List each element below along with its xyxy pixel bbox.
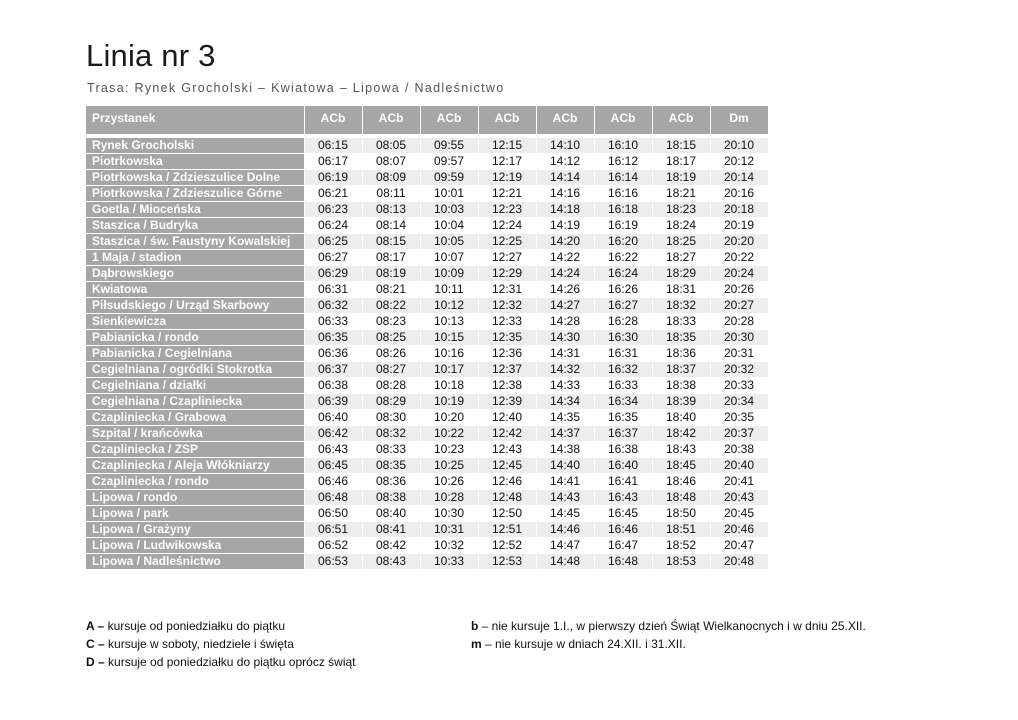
departure-time-cell: 18:37 [652, 362, 710, 378]
departure-time-cell: 06:15 [304, 138, 362, 154]
departure-time-cell: 08:32 [362, 426, 420, 442]
departure-time-cell: 08:40 [362, 506, 420, 522]
departure-time-cell: 10:13 [420, 314, 478, 330]
departure-time-cell: 08:35 [362, 458, 420, 474]
departure-time-cell: 16:24 [594, 266, 652, 282]
legend-item-b: b – nie kursuje 1.I., w pierwszy dzień Świąt Wielkanocnych i w dniu 25.XII. [471, 619, 866, 633]
departure-time-cell: 18:27 [652, 250, 710, 266]
departure-time-cell: 14:22 [536, 250, 594, 266]
departure-time-cell: 12:39 [478, 394, 536, 410]
departure-time-cell: 12:36 [478, 346, 536, 362]
departure-time-cell: 08:17 [362, 250, 420, 266]
departure-time-cell: 09:55 [420, 138, 478, 154]
departure-time-cell: 06:32 [304, 298, 362, 314]
departure-time-cell: 08:13 [362, 202, 420, 218]
departure-time-cell: 06:29 [304, 266, 362, 282]
stop-name-cell: Dąbrowskiego [86, 266, 304, 282]
departure-time-cell: 18:23 [652, 202, 710, 218]
stop-name-cell: Piotrkowska / Zdzieszulice Dolne [86, 170, 304, 186]
departure-time-cell: 10:07 [420, 250, 478, 266]
departure-time-cell: 08:33 [362, 442, 420, 458]
stop-name-cell: Goetla / Mioceńska [86, 202, 304, 218]
departure-time-cell: 14:20 [536, 234, 594, 250]
departure-time-cell: 14:32 [536, 362, 594, 378]
departure-time-cell: 16:46 [594, 522, 652, 538]
departure-time-cell: 08:15 [362, 234, 420, 250]
departure-time-cell: 18:50 [652, 506, 710, 522]
departure-time-cell: 20:43 [710, 490, 768, 506]
departure-time-cell: 18:32 [652, 298, 710, 314]
departure-time-cell: 14:34 [536, 394, 594, 410]
departure-time-cell: 20:40 [710, 458, 768, 474]
departure-time-cell: 08:05 [362, 138, 420, 154]
departure-time-cell: 06:53 [304, 554, 362, 570]
departure-time-cell: 16:20 [594, 234, 652, 250]
departure-time-cell: 06:48 [304, 490, 362, 506]
departure-time-cell: 08:22 [362, 298, 420, 314]
departure-time-cell: 12:50 [478, 506, 536, 522]
departure-time-cell: 16:40 [594, 458, 652, 474]
departure-time-cell: 20:27 [710, 298, 768, 314]
departure-time-cell: 18:19 [652, 170, 710, 186]
header-row [86, 106, 768, 135]
departure-time-cell: 14:37 [536, 426, 594, 442]
departure-time-cell: 16:16 [594, 186, 652, 202]
departure-time-cell: 18:24 [652, 218, 710, 234]
departure-time-cell: 18:36 [652, 346, 710, 362]
departure-time-cell: 14:10 [536, 138, 594, 154]
departure-time-cell: 14:43 [536, 490, 594, 506]
stop-name-cell: Staszica / Budryka [86, 218, 304, 234]
table-row [86, 394, 768, 410]
departure-time-cell: 20:18 [710, 202, 768, 218]
departure-time-cell: 18:35 [652, 330, 710, 346]
departure-time-cell: 10:32 [420, 538, 478, 554]
departure-time-cell: 12:43 [478, 442, 536, 458]
departure-time-cell: 10:05 [420, 234, 478, 250]
departure-time-cell: 18:52 [652, 538, 710, 554]
table-row [86, 170, 768, 186]
departure-time-cell: 20:24 [710, 266, 768, 282]
departure-time-cell: 16:14 [594, 170, 652, 186]
departure-time-cell: 12:17 [478, 154, 536, 170]
course-header: ACb [594, 106, 652, 135]
table-row [86, 218, 768, 234]
departure-time-cell: 06:17 [304, 154, 362, 170]
departure-time-cell: 08:07 [362, 154, 420, 170]
course-header: ACb [478, 106, 536, 135]
departure-time-cell: 06:52 [304, 538, 362, 554]
stop-name-cell: Lipowa / rondo [86, 490, 304, 506]
table-row [86, 330, 768, 346]
table-row [86, 138, 768, 154]
departure-time-cell: 06:50 [304, 506, 362, 522]
departure-time-cell: 14:38 [536, 442, 594, 458]
departure-time-cell: 10:28 [420, 490, 478, 506]
stop-name-cell: Czapliniecka / Grabowa [86, 410, 304, 426]
table-row [86, 154, 768, 170]
departure-time-cell: 06:25 [304, 234, 362, 250]
departure-time-cell: 20:32 [710, 362, 768, 378]
legend-item-c: C – kursuje w soboty, niedziele i święta [86, 637, 294, 651]
departure-time-cell: 12:38 [478, 378, 536, 394]
departure-time-cell: 10:04 [420, 218, 478, 234]
departure-time-cell: 12:25 [478, 234, 536, 250]
timetable [86, 106, 769, 570]
table-row [86, 202, 768, 218]
stop-name-cell: Pabianicka / rondo [86, 330, 304, 346]
departure-time-cell: 10:30 [420, 506, 478, 522]
departure-time-cell: 16:41 [594, 474, 652, 490]
departure-time-cell: 14:26 [536, 282, 594, 298]
departure-time-cell: 18:48 [652, 490, 710, 506]
departure-time-cell: 16:19 [594, 218, 652, 234]
departure-time-cell: 08:28 [362, 378, 420, 394]
departure-time-cell: 06:36 [304, 346, 362, 362]
departure-time-cell: 12:37 [478, 362, 536, 378]
departure-time-cell: 14:12 [536, 154, 594, 170]
departure-time-cell: 14:45 [536, 506, 594, 522]
departure-time-cell: 18:46 [652, 474, 710, 490]
stop-name-cell: Lipowa / Grażyny [86, 522, 304, 538]
departure-time-cell: 06:37 [304, 362, 362, 378]
departure-time-cell: 09:59 [420, 170, 478, 186]
departure-time-cell: 08:43 [362, 554, 420, 570]
departure-time-cell: 08:23 [362, 314, 420, 330]
table-row [86, 282, 768, 298]
departure-time-cell: 06:39 [304, 394, 362, 410]
departure-time-cell: 06:40 [304, 410, 362, 426]
legend-left [86, 617, 356, 671]
course-header: Dm [710, 106, 768, 135]
table-row [86, 186, 768, 202]
departure-time-cell: 18:42 [652, 426, 710, 442]
departure-time-cell: 14:46 [536, 522, 594, 538]
departure-time-cell: 20:38 [710, 442, 768, 458]
departure-time-cell: 12:29 [478, 266, 536, 282]
departure-time-cell: 08:26 [362, 346, 420, 362]
stop-name-cell: Staszica / św. Faustyny Kowalskiej [86, 234, 304, 250]
stop-name-cell: Czapliniecka / Aleja Włókniarzy [86, 458, 304, 474]
departure-time-cell: 12:21 [478, 186, 536, 202]
departure-time-cell: 06:45 [304, 458, 362, 474]
departure-time-cell: 16:10 [594, 138, 652, 154]
departure-time-cell: 08:14 [362, 218, 420, 234]
stop-name-cell: 1 Maja / stadion [86, 250, 304, 266]
table-row [86, 346, 768, 362]
departure-time-cell: 06:21 [304, 186, 362, 202]
departure-time-cell: 06:46 [304, 474, 362, 490]
departure-time-cell: 08:42 [362, 538, 420, 554]
departure-time-cell: 20:20 [710, 234, 768, 250]
stop-name-cell: Sienkiewicza [86, 314, 304, 330]
course-header: ACb [304, 106, 362, 135]
departure-time-cell: 10:20 [420, 410, 478, 426]
table-row [86, 442, 768, 458]
departure-time-cell: 16:18 [594, 202, 652, 218]
stop-name-cell: Szpital / krańcówka [86, 426, 304, 442]
stop-name-cell: Lipowa / Nadleśnictwo [86, 554, 304, 570]
departure-time-cell: 14:14 [536, 170, 594, 186]
departure-time-cell: 10:25 [420, 458, 478, 474]
departure-time-cell: 18:33 [652, 314, 710, 330]
legend-item-m: m – nie kursuje w dniach 24.XII. i 31.XII. [471, 637, 686, 651]
departure-time-cell: 06:38 [304, 378, 362, 394]
departure-time-cell: 10:01 [420, 186, 478, 202]
departure-time-cell: 20:46 [710, 522, 768, 538]
table-row [86, 298, 768, 314]
departure-time-cell: 16:34 [594, 394, 652, 410]
departure-time-cell: 18:39 [652, 394, 710, 410]
departure-time-cell: 18:51 [652, 522, 710, 538]
departure-time-cell: 20:31 [710, 346, 768, 362]
departure-time-cell: 08:38 [362, 490, 420, 506]
departure-time-cell: 08:27 [362, 362, 420, 378]
legend-item-a: A – kursuje od poniedziałku do piątku [86, 619, 286, 633]
departure-time-cell: 20:47 [710, 538, 768, 554]
departure-time-cell: 16:37 [594, 426, 652, 442]
stop-column-header: Przystanek [86, 106, 304, 135]
departure-time-cell: 10:31 [420, 522, 478, 538]
departure-time-cell: 10:33 [420, 554, 478, 570]
departure-time-cell: 12:33 [478, 314, 536, 330]
departure-time-cell: 20:19 [710, 218, 768, 234]
departure-time-cell: 12:42 [478, 426, 536, 442]
table-row [86, 378, 768, 394]
table-row [86, 474, 768, 490]
stop-name-cell: Lipowa / park [86, 506, 304, 522]
departure-time-cell: 16:26 [594, 282, 652, 298]
departure-time-cell: 12:48 [478, 490, 536, 506]
departure-time-cell: 20:34 [710, 394, 768, 410]
departure-time-cell: 10:19 [420, 394, 478, 410]
departure-time-cell: 12:15 [478, 138, 536, 154]
departure-time-cell: 14:28 [536, 314, 594, 330]
departure-time-cell: 16:33 [594, 378, 652, 394]
departure-time-cell: 08:36 [362, 474, 420, 490]
departure-time-cell: 16:47 [594, 538, 652, 554]
departure-time-cell: 08:09 [362, 170, 420, 186]
departure-time-cell: 14:47 [536, 538, 594, 554]
departure-time-cell: 20:45 [710, 506, 768, 522]
departure-time-cell: 12:32 [478, 298, 536, 314]
departure-time-cell: 10:11 [420, 282, 478, 298]
stop-name-cell: Lipowa / Ludwikowska [86, 538, 304, 554]
departure-time-cell: 20:26 [710, 282, 768, 298]
course-header: ACb [362, 106, 420, 135]
departure-time-cell: 18:21 [652, 186, 710, 202]
page-title: Linia nr 3 [86, 38, 216, 73]
departure-time-cell: 06:27 [304, 250, 362, 266]
departure-time-cell: 18:38 [652, 378, 710, 394]
departure-time-cell: 16:27 [594, 298, 652, 314]
departure-time-cell: 14:18 [536, 202, 594, 218]
departure-time-cell: 08:30 [362, 410, 420, 426]
departure-time-cell: 10:12 [420, 298, 478, 314]
departure-time-cell: 20:35 [710, 410, 768, 426]
departure-time-cell: 12:40 [478, 410, 536, 426]
departure-time-cell: 14:35 [536, 410, 594, 426]
departure-time-cell: 06:19 [304, 170, 362, 186]
departure-time-cell: 16:12 [594, 154, 652, 170]
departure-time-cell: 16:32 [594, 362, 652, 378]
departure-time-cell: 20:28 [710, 314, 768, 330]
legend-item-d: D – kursuje od poniedziałku do piątku oprócz świąt [86, 655, 356, 669]
stop-name-cell: Czapliniecka / rondo [86, 474, 304, 490]
departure-time-cell: 10:09 [420, 266, 478, 282]
departure-time-cell: 16:22 [594, 250, 652, 266]
departure-time-cell: 20:16 [710, 186, 768, 202]
route-subtitle: Trasa: Rynek Grocholski – Kwiatowa – Lipowa / Nadleśnictwo [87, 81, 505, 95]
table-row [86, 426, 768, 442]
departure-time-cell: 10:18 [420, 378, 478, 394]
departure-time-cell: 12:52 [478, 538, 536, 554]
departure-time-cell: 12:27 [478, 250, 536, 266]
departure-time-cell: 14:24 [536, 266, 594, 282]
departure-time-cell: 08:41 [362, 522, 420, 538]
departure-time-cell: 18:43 [652, 442, 710, 458]
table-row [86, 538, 768, 554]
departure-time-cell: 20:10 [710, 138, 768, 154]
departure-time-cell: 12:31 [478, 282, 536, 298]
course-header: ACb [652, 106, 710, 135]
departure-time-cell: 12:46 [478, 474, 536, 490]
departure-time-cell: 10:17 [420, 362, 478, 378]
course-header: ACb [536, 106, 594, 135]
departure-time-cell: 06:35 [304, 330, 362, 346]
departure-time-cell: 20:12 [710, 154, 768, 170]
stop-name-cell: Piotrkowska / Zdzieszulice Górne [86, 186, 304, 202]
departure-time-cell: 06:51 [304, 522, 362, 538]
departure-time-cell: 20:37 [710, 426, 768, 442]
departure-time-cell: 16:43 [594, 490, 652, 506]
table-row [86, 234, 768, 250]
departure-time-cell: 14:16 [536, 186, 594, 202]
departure-time-cell: 18:40 [652, 410, 710, 426]
departure-time-cell: 18:17 [652, 154, 710, 170]
departure-time-cell: 08:19 [362, 266, 420, 282]
departure-time-cell: 20:22 [710, 250, 768, 266]
table-row [86, 410, 768, 426]
departure-time-cell: 14:19 [536, 218, 594, 234]
table-row [86, 250, 768, 266]
departure-time-cell: 12:23 [478, 202, 536, 218]
departure-time-cell: 14:48 [536, 554, 594, 570]
table-row [86, 490, 768, 506]
departure-time-cell: 06:42 [304, 426, 362, 442]
departure-time-cell: 12:53 [478, 554, 536, 570]
departure-time-cell: 09:57 [420, 154, 478, 170]
departure-time-cell: 10:23 [420, 442, 478, 458]
table-row [86, 522, 768, 538]
departure-time-cell: 16:45 [594, 506, 652, 522]
departure-time-cell: 14:41 [536, 474, 594, 490]
departure-time-cell: 14:33 [536, 378, 594, 394]
departure-time-cell: 16:48 [594, 554, 652, 570]
departure-time-cell: 12:45 [478, 458, 536, 474]
departure-time-cell: 18:53 [652, 554, 710, 570]
departure-time-cell: 12:35 [478, 330, 536, 346]
departure-time-cell: 20:48 [710, 554, 768, 570]
departure-time-cell: 18:45 [652, 458, 710, 474]
stop-name-cell: Cegielniana / działki [86, 378, 304, 394]
departure-time-cell: 08:11 [362, 186, 420, 202]
timetable-body [86, 135, 768, 570]
departure-time-cell: 20:33 [710, 378, 768, 394]
stop-name-cell: Piotrkowska [86, 154, 304, 170]
departure-time-cell: 10:26 [420, 474, 478, 490]
departure-time-cell: 20:14 [710, 170, 768, 186]
departure-time-cell: 20:41 [710, 474, 768, 490]
stop-name-cell: Cegielniana / ogródki Stokrotka [86, 362, 304, 378]
departure-time-cell: 16:31 [594, 346, 652, 362]
departure-time-cell: 06:31 [304, 282, 362, 298]
departure-time-cell: 06:43 [304, 442, 362, 458]
departure-time-cell: 12:19 [478, 170, 536, 186]
departure-time-cell: 08:29 [362, 394, 420, 410]
table-row [86, 554, 768, 570]
departure-time-cell: 10:22 [420, 426, 478, 442]
departure-time-cell: 14:40 [536, 458, 594, 474]
stop-name-cell: Cegielniana / Czapliniecka [86, 394, 304, 410]
departure-time-cell: 16:28 [594, 314, 652, 330]
departure-time-cell: 10:03 [420, 202, 478, 218]
stop-name-cell: Kwiatowa [86, 282, 304, 298]
table-row [86, 458, 768, 474]
departure-time-cell: 18:25 [652, 234, 710, 250]
departure-time-cell: 10:15 [420, 330, 478, 346]
departure-time-cell: 12:51 [478, 522, 536, 538]
departure-time-cell: 18:31 [652, 282, 710, 298]
departure-time-cell: 08:21 [362, 282, 420, 298]
departure-time-cell: 18:15 [652, 138, 710, 154]
departure-time-cell: 14:27 [536, 298, 594, 314]
stop-name-cell: Rynek Grocholski [86, 138, 304, 154]
departure-time-cell: 14:30 [536, 330, 594, 346]
table-row [86, 266, 768, 282]
departure-time-cell: 16:30 [594, 330, 652, 346]
stop-name-cell: Pabianicka / Cegielniana [86, 346, 304, 362]
departure-time-cell: 12:24 [478, 218, 536, 234]
table-row [86, 362, 768, 378]
departure-time-cell: 14:31 [536, 346, 594, 362]
departure-time-cell: 06:33 [304, 314, 362, 330]
course-header: ACb [420, 106, 478, 135]
departure-time-cell: 08:25 [362, 330, 420, 346]
legend-right [471, 617, 866, 653]
departure-time-cell: 16:35 [594, 410, 652, 426]
stop-name-cell: Piłsudskiego / Urząd Skarbowy [86, 298, 304, 314]
departure-time-cell: 10:16 [420, 346, 478, 362]
departure-time-cell: 20:30 [710, 330, 768, 346]
table-row [86, 506, 768, 522]
departure-time-cell: 18:29 [652, 266, 710, 282]
table-row [86, 314, 768, 330]
departure-time-cell: 06:24 [304, 218, 362, 234]
stop-name-cell: Czapliniecka / ZSP [86, 442, 304, 458]
departure-time-cell: 06:23 [304, 202, 362, 218]
departure-time-cell: 16:38 [594, 442, 652, 458]
